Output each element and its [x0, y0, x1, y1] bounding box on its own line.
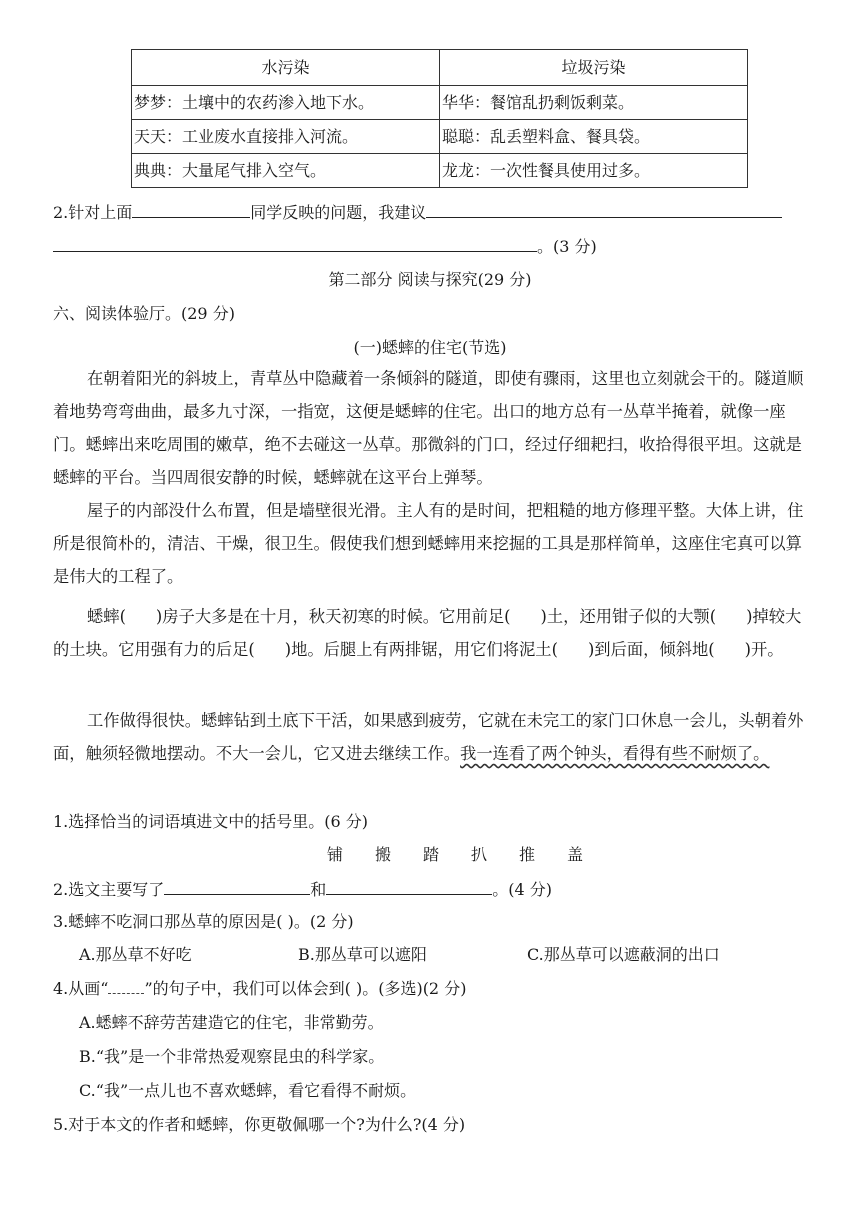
section-title: 第二部分 阅读与探究(29 分) [328, 270, 532, 289]
passage-paragraph-3 [53, 600, 813, 666]
question-2 [53, 876, 552, 900]
pollution-table [131, 49, 748, 188]
q4-text-1: 4.从画“ [53, 979, 109, 998]
passage-title: (一)蟋蟀的住宅(节选) [353, 338, 507, 357]
table-cell: 天天：工业废水直接排入河流。 [132, 120, 440, 154]
paragraph-text: )开。 [744, 640, 784, 659]
word-option: 推 [519, 845, 536, 864]
q4-option-a[interactable]: A.蟋蟀不辞劳苦建造它的住宅，非常勤劳。 [79, 1013, 384, 1032]
prev-q2-text-2: 同学反映的问题，我建议 [250, 203, 427, 222]
answer-blank[interactable] [326, 876, 492, 895]
prev-question-2 [53, 199, 782, 223]
paragraph-text: 屋子的内部没什么布置，但是墙壁很光滑。主人有的是时间，把粗糙的地方修理平整。大体上讲，住所是很简朴的，清洁、干燥，很卫生。假使我们想到蟋蟀用来挖掘的工具是那样简单，这座住宅真可以算是伟大的工程了。 [53, 501, 804, 586]
word-option: 搬 [375, 845, 392, 864]
table-row [132, 154, 748, 188]
q3-option-c[interactable]: C.那丛草可以遮蔽洞的出口 [527, 945, 720, 964]
paragraph-text: )地。后腿上有两排锯，用它们将泥土( [284, 640, 558, 659]
q2-text-3: 。(4 分) [492, 880, 553, 899]
table-row [132, 120, 748, 154]
table-header-water: 水污染 [132, 50, 440, 86]
passage-paragraph-1 [53, 362, 813, 494]
word-option: 扒 [471, 845, 488, 864]
q3-option-a[interactable]: A.那丛草不好吃 [79, 945, 192, 964]
question-1: 1.选择恰当的词语填进文中的括号里。(6 分) [53, 812, 369, 831]
question-3: 3.蟋蟀不吃洞口那丛草的原因是( )。(2 分) [53, 912, 354, 931]
q3-option-b[interactable]: B.那丛草可以遮阳 [298, 945, 427, 964]
word-option: 盖 [567, 845, 584, 864]
table-header-row [132, 50, 748, 86]
answer-blank[interactable] [132, 199, 250, 218]
answer-blank[interactable] [164, 876, 310, 895]
q4-option-b[interactable]: B.“我”是一个非常热爱观察昆虫的科学家。 [79, 1047, 385, 1066]
q4-option-c[interactable]: C.“我”一点儿也不喜欢蟋蟀，看它看得不耐烦。 [79, 1081, 417, 1100]
answer-blank[interactable] [53, 233, 537, 252]
table-cell: 华华：餐馆乱扔剩饭剩菜。 [440, 86, 748, 120]
word-bank [327, 842, 615, 865]
table-header-garbage: 垃圾污染 [440, 50, 748, 86]
paragraph-text: 在朝着阳光的斜坡上，青草丛中隐藏着一条倾斜的隧道，即使有骤雨，这里也立刻就会干的。隧道顺着地势弯弯曲曲，最多九寸深，一指宽，这便是蟋蟀的住宅。出口的地方总有一丛草半掩着，就像一座门。蟋蟀出来吃周围的嫩草，绝不去碰这一丛草。那微斜的门口，经过仔细耙扫，收拾得很平坦。这就是蟋蟀的平台。当四周很安静的时候，蟋蟀就在这平台上弹琴。 [53, 369, 804, 487]
paragraph-text: )掉较大的土块。它用强有力的后足( [53, 607, 802, 659]
table-cell: 聪聪：乱丢塑料盒、餐具袋。 [440, 120, 748, 154]
prev-q2-end: 。(3 分) [537, 237, 597, 256]
word-option: 踏 [423, 845, 440, 864]
prev-question-2-line2 [53, 233, 597, 257]
word-option: 铺 [327, 845, 344, 864]
paragraph-text: 工作做得很快。蟋蟀钻到土底下干活，如果感到疲劳，它就在未完工的家门口休息一会儿，头朝着外面，触须轻微地摆动。不大一会儿，它又进去继续工作。 [53, 711, 804, 763]
underline-symbol [108, 981, 144, 994]
section-6-heading: 六、阅读体验厅。(29 分) [53, 304, 235, 323]
q2-text-1: 2.选文主要写了 [53, 880, 165, 899]
table-cell: 梦梦：土壤中的农药渗入地下水。 [132, 86, 440, 120]
passage-paragraph-4 [53, 704, 813, 770]
q2-text-2: 和 [310, 880, 327, 899]
paragraph-text: )土，还用钳子似的大颚( [540, 607, 717, 626]
paragraph-text: )到后面，倾斜地( [587, 640, 715, 659]
question-5: 5.对于本文的作者和蟋蟀，你更敬佩哪一个?为什么?(4 分) [53, 1115, 466, 1134]
question-4 [53, 976, 466, 999]
q4-text-2: ”的句子中，我们可以体会到( )。(多选)(2 分) [144, 979, 467, 998]
table-row [132, 86, 748, 120]
passage-paragraph-2 [53, 494, 813, 593]
table-cell: 龙龙：一次性餐具使用过多。 [440, 154, 748, 188]
prev-q2-text-1: 2.针对上面 [53, 203, 133, 222]
table-cell: 典典：大量尾气排入空气。 [132, 154, 440, 188]
paragraph-text: )房子大多是在十月，秋天初寒的时候。它用前足( [155, 607, 511, 626]
underlined-sentence: 我一连看了两个钟头，看得有些不耐烦了。 [460, 744, 770, 763]
paragraph-text: 蟋蟀( [87, 607, 126, 626]
answer-blank[interactable] [426, 199, 782, 218]
